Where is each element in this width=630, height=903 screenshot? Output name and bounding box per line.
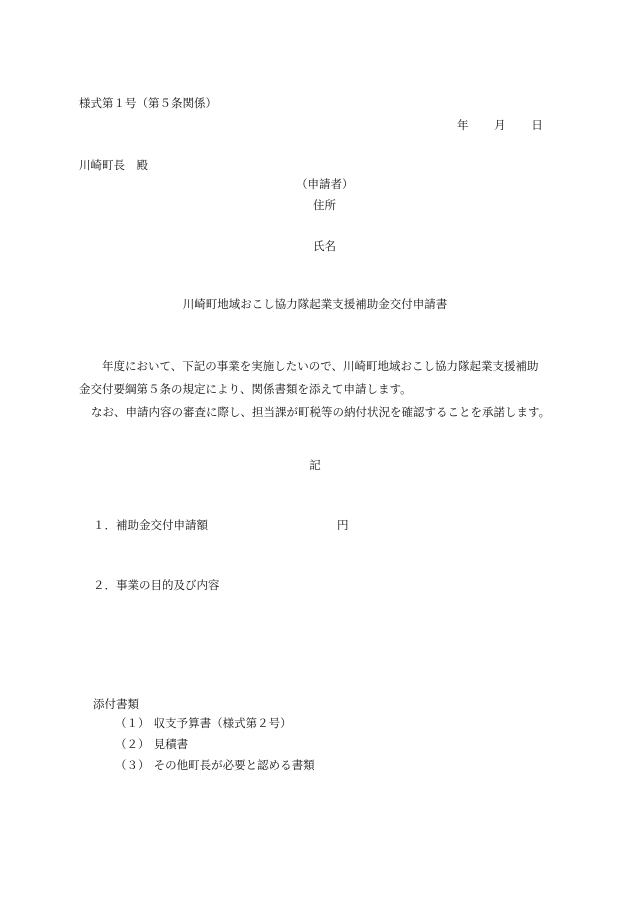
ki-heading: 記	[309, 458, 321, 472]
date-year: 年	[457, 118, 469, 132]
address-label: 住所	[313, 198, 336, 212]
form-number-label: 様式第１号（第５条関係）	[79, 96, 217, 110]
attachment-text: 見積書	[153, 737, 189, 751]
attachment-item	[115, 716, 315, 737]
body-line-1: 年度において、下記の事業を実施したいので、川崎町地域おこし協力隊起業支援補助	[102, 359, 539, 373]
name-label: 氏名	[313, 239, 336, 253]
addressee: 川崎町長 殿	[79, 158, 148, 172]
applicant-label: （申請者）	[296, 177, 354, 191]
item-2-label: ２．事業の目的及び内容	[93, 578, 220, 592]
body-line-3: なお、申請内容の審査に際し、担当課が町税等の納付状況を確認することを承諾します。	[91, 405, 551, 419]
attachment-item	[115, 758, 315, 779]
attachment-text: 収支予算書（様式第２号）	[153, 716, 292, 730]
date-month: 月	[494, 118, 506, 132]
body-line-2: 金交付要綱第５条の規定により、関係書類を添えて申請します。	[79, 382, 412, 396]
attachment-number: （１）	[115, 716, 150, 730]
attachment-text: その他町長が必要と認める書類	[153, 758, 315, 772]
attachments-list	[115, 716, 315, 779]
body-paragraph	[79, 355, 554, 424]
item-1-label: １．補助金交付申請額	[93, 518, 208, 532]
item-1-unit: 円	[337, 518, 349, 532]
date-day: 日	[531, 118, 543, 132]
attachments-heading: 添付書類	[93, 697, 139, 711]
date-line	[457, 118, 543, 132]
attachment-item	[115, 737, 315, 758]
attachment-number: （２）	[115, 737, 150, 751]
document-title: 川崎町地域おこし協力隊起業支援補助金交付申請書	[182, 297, 448, 311]
attachment-number: （３）	[115, 758, 150, 772]
